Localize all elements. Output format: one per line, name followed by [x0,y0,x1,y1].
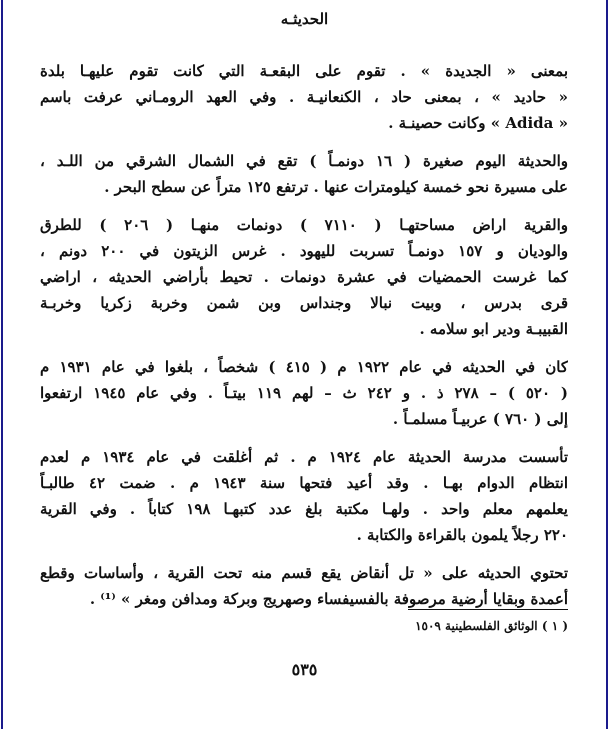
text-line: « Adida » وكانت حصينـة . [388,114,568,132]
paragraph-etymology [40,58,568,136]
text-line: أعمدة وبقايا أرضية مرصوفة بالفسيفساء وصهريج وبركة ومدافن ومغر » ⁽¹⁾ . [89,590,568,608]
text-line: قرى بدرس ، وبيت نبالا وجنداس وبن شمن وخربة زكريا وخربـة [40,294,568,312]
text-line: ٢٢٠ رجلاً يلمون بالقراءة والكتابة . [356,526,568,544]
text-line: بمعنى « الجديدة » . تقوم على البقعـة التي كانت تقوم عليهـا بلدة [40,62,568,80]
text-line: تحتوي الحديثه على « تل أنقاض يقع قسم منه تحت القرية ، وأساسات وقطع [40,564,568,582]
text-line: والوديان و ١٥٧ دونمـاً تسربت لليهود . غرس الزيتون في ٢٠٠ دونم ، [40,242,568,260]
page-header: الحديثـه [280,10,329,28]
text-line: « حاديد » ، بمعنى حاد ، الكنعانيـة . وفي العهد الرومـاني عرفت باسم [40,88,568,106]
page-number: ٥٣٥ [291,660,318,679]
text-line: القبيبـة ودير ابو سلامه . [419,320,568,338]
paragraph-location [40,148,568,200]
text-line: على مسيرة نحو خمسة كيلومترات عنها . ترتفع ١٢٥ متراً عن سطح البحر . [104,178,568,196]
text-line: يعلمهم معلم واحد . ولهـا مكتبة بلغ عدد كتبهـا ١٩٨ كتاباً . وفي القرية [40,500,568,518]
text-line: انتظام الدوام بهـا . وقد أعيد فتحها سنة ١٩٤٣ م . ضمت ٤٢ طالبـاً [40,474,568,492]
page-border-right [606,0,608,729]
paragraph-antiquities [40,560,568,612]
text-line: والقرية اراض مساحتهـا ( ٧١١٠ ) دونمات منهـا ( ٢٠٦ ) للطرق [40,216,568,234]
text-line: كان في الحديثه في عام ١٩٢٢ م ( ٤١٥ ) شخصاً ، بلغوا في عام ١٩٣١ م [40,358,568,376]
body-text [40,58,568,624]
text-line: كما غرست الحمضيات في عشرة دونمات . تحيط بأراضي الحديثه ، اراضي [40,268,568,286]
page-border-left [1,0,3,729]
footnote-divider [408,609,568,610]
text-line: تأسست مدرسة الحديثة عام ١٩٢٤ م . ثم أغلقت في عام ١٩٣٤ م لعدم [40,448,568,466]
footnote: ( ١ ) الوثائق الفلسطينية ١٥٠٩ [415,619,568,633]
paragraph-school [40,444,568,548]
paragraph-population [40,354,568,432]
paragraph-lands [40,212,568,342]
text-line: والحديثة اليوم صغيرة ( ١٦ دونمـاً ) تقع في الشمال الشرقي من اللـد ، [40,152,568,170]
text-line: إلى ( ٧٦٠ ) عربيـاً مسلمـاً . [392,410,568,428]
text-line: ( ٥٢٠ ) – ٢٧٨ ذ . و ٢٤٢ ث – لهم ١١٩ بيتـاً . وفي عام ١٩٤٥ ارتفعوا [40,384,568,402]
